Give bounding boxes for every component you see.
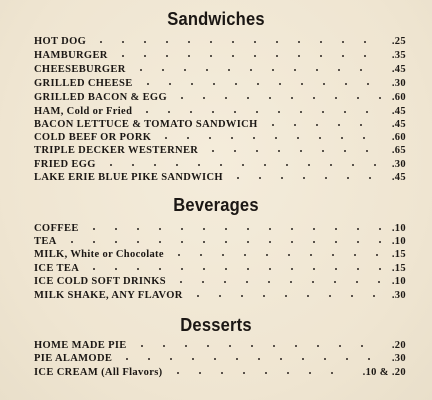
item-price: .60: [391, 132, 406, 143]
leader-dot: [141, 345, 143, 347]
leader-dot: [316, 124, 318, 126]
leader-dot: [320, 55, 322, 57]
leader-dot: [212, 111, 214, 113]
leader-dot: [309, 372, 311, 374]
leader-dot: [379, 241, 381, 243]
leader-dot: [228, 69, 230, 71]
leader-dot: [214, 358, 216, 360]
leader-dot: [185, 345, 187, 347]
leader-dot: [100, 41, 102, 43]
leader-dot: [379, 228, 381, 230]
leader-dot: [344, 111, 346, 113]
leader-dot: [320, 41, 322, 43]
leader-dot: [225, 97, 227, 99]
dot-leader: [34, 77, 406, 91]
leader-dot: [356, 281, 358, 283]
leader-dot: [110, 164, 112, 166]
leader-dot: [181, 228, 183, 230]
item-name: BACON LETTUCE & TOMATO SANDWICH: [34, 119, 258, 130]
leader-dot: [232, 55, 234, 57]
leader-dot: [335, 97, 337, 99]
leader-dot: [275, 137, 277, 139]
leader-dot: [254, 41, 256, 43]
leader-dot: [256, 111, 258, 113]
dot-leader: [34, 49, 406, 63]
leader-dot: [368, 358, 370, 360]
leader-dot: [93, 268, 95, 270]
menu-item: [34, 235, 406, 249]
leader-dot: [288, 254, 290, 256]
dot-leader: [34, 352, 406, 366]
leader-dot: [285, 295, 287, 297]
leader-dot: [246, 281, 248, 283]
menu-item: [34, 248, 406, 262]
leader-dot: [203, 241, 205, 243]
leader-dot: [278, 150, 280, 152]
section-heading-desserts: Desserts: [180, 315, 252, 335]
leader-dot: [269, 228, 271, 230]
item-price: .10: [391, 223, 406, 234]
leader-dot: [345, 83, 347, 85]
menu-item: [34, 366, 406, 380]
leader-dot: [221, 372, 223, 374]
leader-dot: [137, 228, 139, 230]
leader-dot: [300, 150, 302, 152]
item-name: COFFEE: [34, 223, 79, 234]
leader-dot: [197, 295, 199, 297]
leader-dot: [297, 137, 299, 139]
item-price: .60: [391, 92, 406, 103]
leader-dot: [330, 164, 332, 166]
leader-dot: [169, 83, 171, 85]
leader-dot: [298, 41, 300, 43]
leader-dot: [313, 268, 315, 270]
leader-dot: [181, 268, 183, 270]
leader-dot: [360, 124, 362, 126]
section-heading-beverages: Beverages: [173, 195, 259, 215]
leader-dot: [251, 345, 253, 347]
leader-dot: [301, 83, 303, 85]
leader-dot: [335, 228, 337, 230]
item-price: .45: [391, 106, 406, 117]
leader-dot: [317, 345, 319, 347]
leader-dot: [190, 111, 192, 113]
leader-dot: [256, 150, 258, 152]
leader-dot: [268, 281, 270, 283]
leader-dot: [307, 295, 309, 297]
menu-item: [34, 352, 406, 366]
item-name: HOT DOG: [34, 36, 87, 47]
leader-dot: [122, 41, 124, 43]
leader-dot: [263, 295, 265, 297]
leader-dot: [170, 358, 172, 360]
leader-dot: [203, 268, 205, 270]
leader-dot: [202, 281, 204, 283]
menu-item: [34, 171, 406, 185]
item-price: .45: [391, 119, 406, 130]
item-name: LAKE ERIE BLUE PIKE SANDWICH: [34, 172, 223, 183]
leader-dot: [237, 177, 239, 179]
leader-dot: [331, 372, 333, 374]
leader-dot: [357, 97, 359, 99]
leader-dot: [146, 111, 148, 113]
leader-dot: [361, 345, 363, 347]
dot-leader: [34, 91, 406, 105]
leader-dot: [364, 55, 366, 57]
item-name: MILK, White or Chocolate: [34, 249, 164, 260]
leader-dot: [379, 268, 381, 270]
menu-item: [34, 91, 406, 105]
leader-dot: [206, 69, 208, 71]
leader-dot: [115, 268, 117, 270]
leader-dot: [329, 295, 331, 297]
leader-dot: [294, 69, 296, 71]
leader-dot: [291, 97, 293, 99]
leader-dot: [319, 137, 321, 139]
leader-dot: [313, 241, 315, 243]
leader-dot: [159, 241, 161, 243]
item-name: COLD BEEF OR PORK: [34, 132, 152, 143]
leader-dot: [339, 345, 341, 347]
leader-dot: [294, 124, 296, 126]
leader-dot: [373, 295, 375, 297]
leader-dot: [310, 254, 312, 256]
dot-leader: [34, 63, 406, 77]
leader-dot: [244, 254, 246, 256]
leader-dot: [367, 83, 369, 85]
leader-dot: [203, 97, 205, 99]
leader-dot: [247, 228, 249, 230]
leader-dot: [154, 164, 156, 166]
leader-dot: [234, 150, 236, 152]
leader-dot: [357, 268, 359, 270]
leader-dot: [352, 164, 354, 166]
item-name: FRIED EGG: [34, 159, 96, 170]
leader-dot: [332, 254, 334, 256]
leader-dot: [93, 228, 95, 230]
item-name: PIE ALAMODE: [34, 353, 113, 364]
leader-dot: [203, 228, 205, 230]
dot-leader: [34, 366, 406, 380]
item-price: .10: [391, 276, 406, 287]
dot-leader: [34, 35, 406, 49]
leader-dot: [198, 164, 200, 166]
leader-dot: [199, 372, 201, 374]
leader-dot: [225, 228, 227, 230]
leader-dot: [295, 345, 297, 347]
item-price: .35: [391, 50, 406, 61]
item-name: GRILLED BACON & EGG: [34, 92, 167, 103]
item-name: ICE CREAM (All Flavors): [34, 367, 163, 378]
leader-dot: [276, 55, 278, 57]
item-price: .20: [391, 340, 406, 351]
leader-dot: [166, 41, 168, 43]
leader-dot: [324, 358, 326, 360]
leader-dot: [322, 111, 324, 113]
menu-item: [34, 131, 406, 145]
dot-leader: [34, 248, 406, 262]
dot-leader: [34, 222, 406, 236]
item-name: ICE TEA: [34, 263, 80, 274]
leader-dot: [188, 41, 190, 43]
leader-dot: [162, 69, 164, 71]
leader-dot: [209, 137, 211, 139]
item-price: .30: [391, 353, 406, 364]
leader-dot: [302, 358, 304, 360]
leader-dot: [366, 111, 368, 113]
menu-item: [34, 289, 406, 303]
item-price: .65: [391, 145, 406, 156]
leader-dot: [235, 83, 237, 85]
item-price: .25: [391, 36, 406, 47]
leader-dot: [178, 254, 180, 256]
leader-dot: [300, 111, 302, 113]
leader-dot: [247, 268, 249, 270]
dot-leader: [34, 171, 406, 185]
item-name: CHEESEBURGER: [34, 64, 126, 75]
leader-dot: [159, 228, 161, 230]
leader-dot: [360, 69, 362, 71]
leader-dot: [231, 137, 233, 139]
leader-dot: [144, 41, 146, 43]
leader-dot: [291, 268, 293, 270]
leader-dot: [181, 241, 183, 243]
menu-item: [34, 144, 406, 158]
leader-dot: [291, 241, 293, 243]
leader-dot: [115, 241, 117, 243]
leader-dot: [369, 177, 371, 179]
item-name: HAMBURGER: [34, 50, 108, 61]
leader-dot: [180, 281, 182, 283]
item-price: .30: [391, 290, 406, 301]
leader-dot: [225, 241, 227, 243]
leader-dot: [334, 281, 336, 283]
leader-dot: [325, 177, 327, 179]
item-price: .45: [391, 172, 406, 183]
leader-dot: [269, 97, 271, 99]
leader-dot: [313, 97, 315, 99]
leader-dot: [229, 345, 231, 347]
leader-dot: [247, 97, 249, 99]
dot-leader: [34, 275, 406, 289]
leader-dot: [265, 372, 267, 374]
leader-dot: [159, 268, 161, 270]
leader-dot: [264, 164, 266, 166]
menu-item: [34, 275, 406, 289]
leader-dot: [257, 83, 259, 85]
menu-item: [34, 222, 406, 236]
leader-dot: [278, 111, 280, 113]
item-name: HOME MADE PIE: [34, 340, 127, 351]
leader-dot: [144, 55, 146, 57]
leader-dot: [379, 97, 381, 99]
leader-dot: [279, 83, 281, 85]
menu-item: [34, 262, 406, 276]
leader-dot: [188, 55, 190, 57]
leader-dot: [250, 69, 252, 71]
leader-dot: [222, 254, 224, 256]
leader-dot: [148, 358, 150, 360]
leader-dot: [364, 41, 366, 43]
leader-dot: [269, 241, 271, 243]
leader-dot: [312, 281, 314, 283]
leader-dot: [126, 358, 128, 360]
menu-item: [34, 49, 406, 63]
leader-dot: [93, 241, 95, 243]
leader-dot: [176, 164, 178, 166]
leader-dot: [210, 41, 212, 43]
leader-dot: [347, 177, 349, 179]
leader-dot: [166, 55, 168, 57]
leader-dot: [346, 358, 348, 360]
dot-leader: [34, 235, 406, 249]
leader-dot: [322, 150, 324, 152]
leader-dot: [168, 111, 170, 113]
dot-leader: [34, 118, 406, 132]
section-heading-sandwiches: Sandwiches: [167, 9, 265, 29]
leader-dot: [280, 358, 282, 360]
leader-dot: [147, 83, 149, 85]
leader-dot: [338, 124, 340, 126]
leader-dot: [232, 41, 234, 43]
leader-dot: [291, 228, 293, 230]
leader-dot: [313, 228, 315, 230]
item-price: .30: [391, 78, 406, 89]
leader-dot: [212, 150, 214, 152]
leader-dot: [213, 83, 215, 85]
leader-dot: [344, 150, 346, 152]
leader-dot: [140, 69, 142, 71]
leader-dot: [341, 137, 343, 139]
leader-dot: [115, 228, 117, 230]
leader-dot: [219, 295, 221, 297]
leader-dot: [276, 41, 278, 43]
menu-item: [34, 77, 406, 91]
item-price: .10 & .20: [362, 367, 406, 378]
leader-dot: [224, 281, 226, 283]
leader-dot: [254, 55, 256, 57]
item-name: TRIPLE DECKER WESTERNER: [34, 145, 199, 156]
leader-dot: [269, 268, 271, 270]
item-name: HAM, Cold or Fried: [34, 106, 133, 117]
leader-dot: [163, 345, 165, 347]
leader-dot: [323, 83, 325, 85]
leader-dot: [303, 177, 305, 179]
leader-dot: [272, 69, 274, 71]
dot-leader: [34, 158, 406, 172]
leader-dot: [298, 55, 300, 57]
leader-dot: [132, 164, 134, 166]
item-name: ICE COLD SOFT DRINKS: [34, 276, 166, 287]
leader-dot: [281, 177, 283, 179]
menu-item: [34, 118, 406, 132]
leader-dot: [342, 41, 344, 43]
leader-dot: [335, 268, 337, 270]
leader-dot: [290, 281, 292, 283]
menu-item: [34, 339, 406, 353]
leader-dot: [351, 295, 353, 297]
leader-dot: [354, 254, 356, 256]
dot-leader: [34, 262, 406, 276]
leader-dot: [357, 228, 359, 230]
leader-dot: [366, 150, 368, 152]
leader-dot: [191, 83, 193, 85]
leader-dot: [247, 241, 249, 243]
leader-dot: [137, 241, 139, 243]
item-price: .30: [391, 159, 406, 170]
dot-leader: [34, 339, 406, 353]
leader-dot: [273, 345, 275, 347]
menu-item: [34, 158, 406, 172]
leader-dot: [184, 69, 186, 71]
item-name: TEA: [34, 236, 57, 247]
leader-dot: [286, 164, 288, 166]
leader-dot: [220, 164, 222, 166]
leader-dot: [342, 55, 344, 57]
leader-dot: [253, 137, 255, 139]
leader-dot: [378, 281, 380, 283]
leader-dot: [243, 372, 245, 374]
leader-dot: [316, 69, 318, 71]
dot-leader: [34, 144, 406, 158]
leader-dot: [308, 164, 310, 166]
leader-dot: [376, 254, 378, 256]
menu-item: [34, 35, 406, 49]
leader-dot: [187, 137, 189, 139]
item-price: .15: [391, 263, 406, 274]
leader-dot: [266, 254, 268, 256]
leader-dot: [338, 69, 340, 71]
leader-dot: [241, 295, 243, 297]
leader-dot: [200, 254, 202, 256]
dot-leader: [34, 131, 406, 145]
menu-item: [34, 63, 406, 77]
leader-dot: [258, 358, 260, 360]
leader-dot: [225, 268, 227, 270]
leader-dot: [210, 55, 212, 57]
leader-dot: [181, 97, 183, 99]
item-name: GRILLED CHEESE: [34, 78, 133, 89]
item-price: .15: [391, 249, 406, 260]
leader-dot: [259, 177, 261, 179]
leader-dot: [207, 345, 209, 347]
leader-dot: [236, 358, 238, 360]
item-price: .45: [391, 64, 406, 75]
menu-item: [34, 105, 406, 119]
leader-dot: [287, 372, 289, 374]
leader-dot: [177, 372, 179, 374]
leader-dot: [165, 137, 167, 139]
leader-dot: [234, 111, 236, 113]
leader-dot: [71, 241, 73, 243]
dot-leader: [34, 105, 406, 119]
leader-dot: [192, 358, 194, 360]
leader-dot: [242, 164, 244, 166]
leader-dot: [357, 241, 359, 243]
leader-dot: [374, 164, 376, 166]
leader-dot: [137, 268, 139, 270]
leader-dot: [363, 137, 365, 139]
leader-dot: [272, 124, 274, 126]
leader-dot: [335, 241, 337, 243]
item-name: MILK SHAKE, ANY FLAVOR: [34, 290, 183, 301]
dot-leader: [34, 289, 406, 303]
leader-dot: [122, 55, 124, 57]
item-price: .10: [391, 236, 406, 247]
